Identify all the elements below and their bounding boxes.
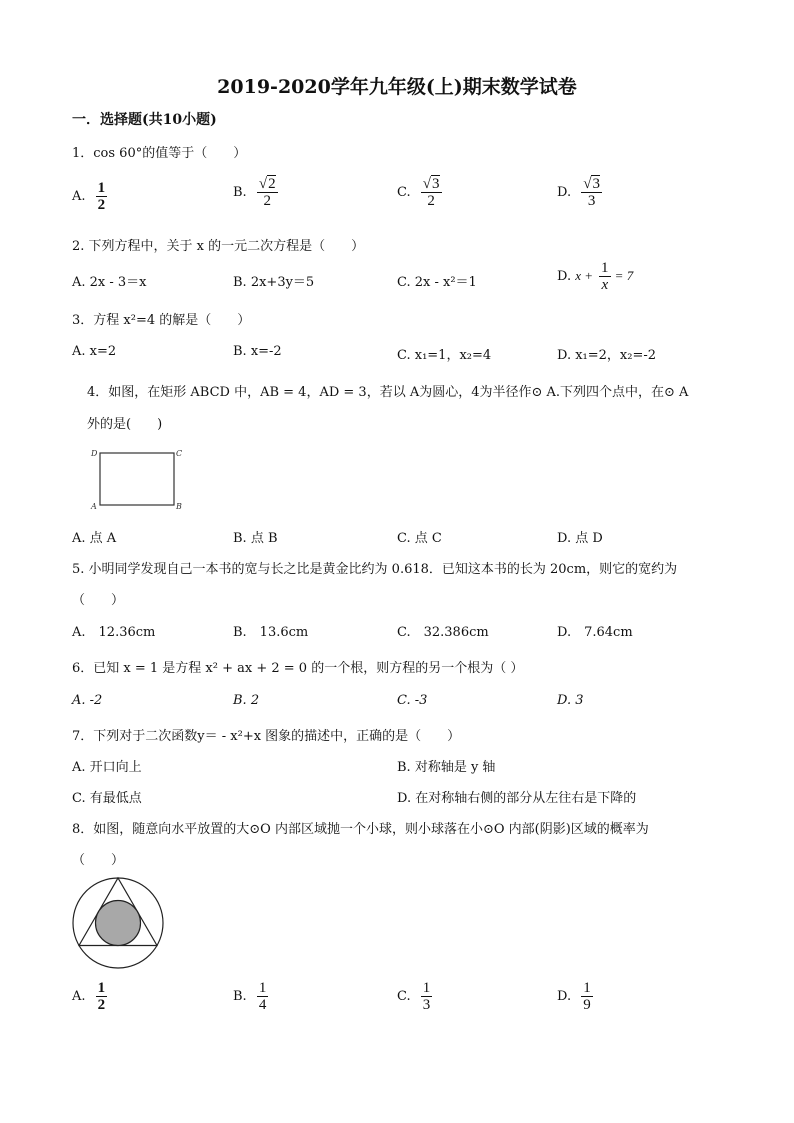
q8-option-b[interactable] — [233, 980, 268, 1013]
q4-stem-cont: 外的是( ) — [87, 417, 163, 432]
q7-option-a[interactable]: A. 开口向上 — [72, 760, 142, 775]
q1-c-fraction: $\frac{√3}{2}$ — [422, 176, 440, 209]
q1-d-den: 3 — [581, 192, 602, 209]
q8-d-fraction — [581, 980, 593, 1013]
q6-option-a[interactable]: A. -2 — [72, 693, 103, 708]
q8-c-num: 1 — [422, 980, 431, 996]
q1-d-label: D. — [557, 185, 572, 200]
q1-option-b[interactable] — [233, 176, 278, 209]
q3-option-c[interactable]: C. x₁=1，x₂=4 — [397, 348, 492, 363]
q8-option-d[interactable] — [557, 980, 593, 1013]
q5-option-d[interactable]: D. 7.64cm — [557, 625, 633, 640]
q5-option-b[interactable]: B. 13.6cm — [233, 625, 309, 640]
q8-d-num: 1 — [583, 980, 591, 996]
q4-option-d[interactable]: D. 点 D — [557, 531, 603, 546]
q2-d-den: x — [599, 276, 611, 293]
q2-option-d[interactable] — [557, 260, 633, 293]
q8-c-den: 3 — [422, 997, 431, 1013]
q3-option-b[interactable]: B. x=-2 — [233, 344, 282, 359]
q8-b-num: 1 — [258, 980, 267, 996]
q1-b-den: 2 — [257, 192, 278, 209]
fig-label-b: B — [176, 502, 182, 511]
q1-a-label: A. — [72, 189, 86, 204]
q8-b-den: 4 — [258, 997, 267, 1013]
q4-option-a[interactable]: A. 点 A — [72, 531, 117, 546]
q5-option-c[interactable]: C. 32.386cm — [397, 625, 489, 640]
q7-option-d[interactable]: D. 在对称轴右侧的部分从左往右是下降的 — [397, 791, 637, 806]
q7-option-c[interactable]: C. 有最低点 — [72, 791, 142, 806]
q2-stem: 2. 下列方程中，关于 x 的一元二次方程是（ ） — [72, 239, 365, 254]
q7-option-b[interactable]: B. 对称轴是 y 轴 — [397, 760, 496, 775]
q6-option-b[interactable]: B. 2 — [233, 693, 260, 708]
q4-option-b[interactable]: B. 点 B — [233, 531, 278, 546]
q3-stem: 3．方程 x²=4 的解是（ ） — [72, 313, 251, 328]
fig-label-d: D — [91, 449, 98, 458]
q1-d-num: 3 — [592, 176, 600, 192]
q3-option-a[interactable]: A. x=2 — [72, 344, 117, 359]
q8-b-label: B. — [233, 989, 247, 1004]
q7-stem: 7．下列对于二次函数y＝ - x²+x 图象的描述中，正确的是（ ） — [72, 729, 461, 744]
shaded-small-circle — [96, 901, 141, 946]
q8-option-c[interactable] — [397, 980, 432, 1013]
q1-b-fraction: $\frac{√2}{2}$ — [258, 176, 276, 209]
q5-stem: 5. 小明同学发现自己一本书的宽与长之比是黄金比约为 0.618．已知这本书的长为 20cm，则它的宽约为 — [72, 562, 678, 577]
q1-option-d[interactable] — [557, 176, 602, 209]
q8-a-fraction — [96, 980, 108, 1013]
q1-stem: 1．cos 60°的值等于（ ） — [72, 146, 247, 161]
q6-option-d[interactable]: D. 3 — [557, 693, 584, 708]
section-heading: 一．选择题(共10小题) — [72, 112, 217, 128]
rectangle-figure — [88, 445, 188, 517]
q6-stem: 6．已知 x = 1 是方程 x² + ax + 2 = 0 的一个根，则方程的另一个根为（ ） — [72, 661, 524, 676]
q5-option-a[interactable]: A. 12.36cm — [72, 625, 156, 640]
q8-stem: 8．如图，随意向水平放置的大⊙O 内部区域抛一个小球，则小球落在小⊙O 内部(阴影)区域的概率为 — [72, 822, 649, 837]
q8-d-label: D. — [557, 989, 572, 1004]
page-title: 2019-2020学年九年级(上)期末数学试卷 — [217, 76, 577, 98]
q1-c-label: C. — [397, 185, 411, 200]
q1-b-label: B. — [233, 185, 247, 200]
q2-option-c[interactable]: C. 2x - x²＝1 — [397, 275, 477, 290]
q8-c-label: C. — [397, 989, 411, 1004]
q2-d-post: = 7 — [614, 268, 634, 283]
q8-c-fraction — [421, 980, 433, 1013]
q4-option-c[interactable]: C. 点 C — [397, 531, 442, 546]
fig-label-c: C — [176, 449, 183, 458]
q8-d-den: 9 — [583, 997, 591, 1013]
q4-stem: 4．如图，在矩形 ABCD 中，AB = 4，AD = 3，若以 A为圆心，4为半径作⊙ A.下列四个点中，在⊙ A — [87, 385, 689, 400]
fig-label-a: A — [91, 502, 97, 511]
q1-a-fraction — [96, 180, 108, 213]
q3-option-d[interactable]: D. x₁=2，x₂=-2 — [557, 348, 657, 363]
q2-d-pre: x + — [575, 268, 594, 283]
q1-option-c[interactable] — [397, 176, 442, 209]
q1-option-a[interactable] — [72, 180, 107, 213]
q8-a-label: A. — [72, 989, 86, 1004]
q2-option-b[interactable]: B. 2x+3y＝5 — [233, 275, 315, 290]
q1-b-num: 2 — [268, 176, 276, 192]
q2-d-label: D. — [557, 269, 572, 284]
q6-option-c[interactable]: C. -3 — [397, 693, 428, 708]
q1-c-num: 3 — [432, 176, 440, 192]
q2-d-num: 1 — [601, 260, 609, 276]
q2-option-a[interactable]: A. 2x - 3＝x — [72, 275, 147, 290]
q1-d-fraction: $\frac{√3}{3}$ — [583, 176, 600, 209]
q8-b-fraction — [257, 980, 269, 1013]
q1-a-den: 2 — [97, 197, 106, 213]
q8-a-den: 2 — [97, 997, 106, 1013]
q1-c-den: 2 — [421, 192, 442, 209]
rect-abcd — [100, 453, 174, 505]
q5-stem-cont: （ ） — [72, 593, 125, 608]
q2-d-fraction — [599, 260, 611, 293]
q8-option-a[interactable] — [72, 980, 107, 1013]
q1-a-num: 1 — [97, 180, 106, 196]
q8-a-num: 1 — [97, 980, 106, 996]
q8-stem-cont: （ ） — [72, 853, 125, 868]
circle-figure — [70, 875, 166, 971]
